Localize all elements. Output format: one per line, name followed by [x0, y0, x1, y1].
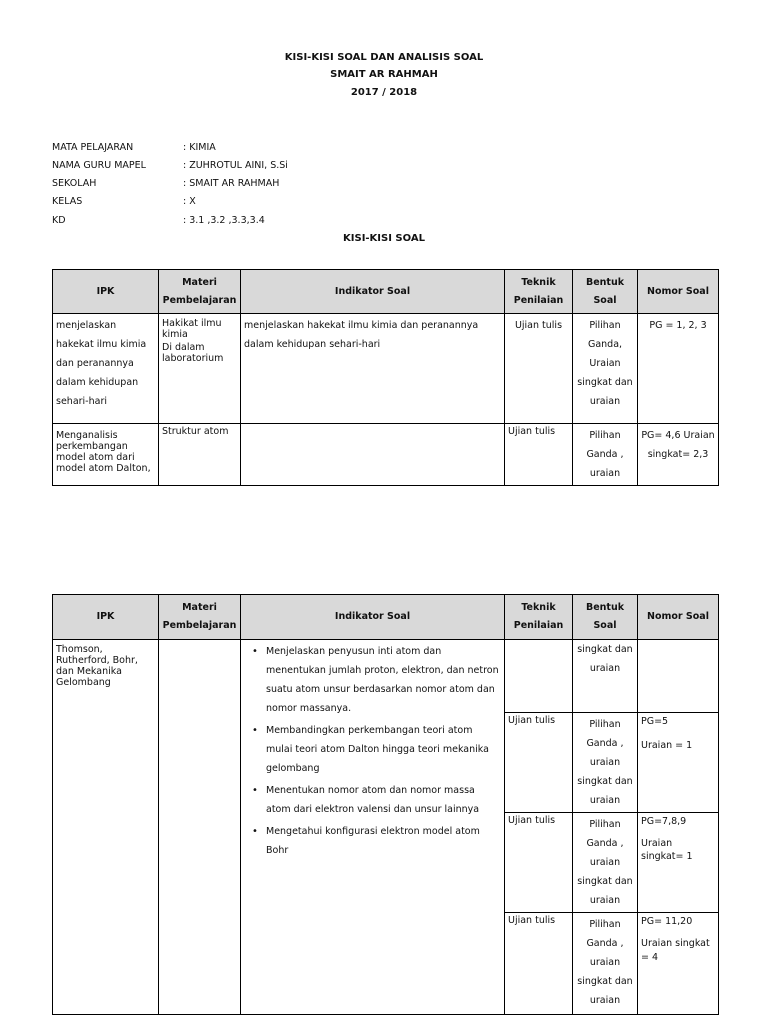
- col-header-bentuk: Bentuk Soal: [573, 595, 638, 640]
- cell-nomor: [638, 713, 719, 813]
- indikator-list: [244, 642, 501, 860]
- info-label: NAMA GURU MAPEL: [52, 160, 146, 171]
- info-value: : X: [183, 196, 196, 207]
- cell-materi: [159, 314, 241, 424]
- cell-teknik: Ujian tulis: [505, 314, 573, 424]
- list-item: [252, 781, 501, 819]
- kisi-table-2: [52, 594, 719, 1015]
- col-header-ipk: IPK: [53, 270, 159, 314]
- col-header-indikator: Indikator Soal: [241, 270, 505, 314]
- nomor-pg: PG= 11,20: [641, 916, 693, 927]
- cell-nomor: [638, 913, 719, 1015]
- cell-materi: [159, 640, 241, 1015]
- cell-indikator: menjelaskan hakekat ilmu kimia dan peranannya dalam kehidupan sehari-hari: [241, 314, 505, 424]
- cell-nomor: PG = 1, 2, 3: [638, 314, 719, 424]
- cell-nomor: [638, 813, 719, 913]
- col-header-materi: Materi Pembelajaran: [159, 270, 241, 314]
- cell-bentuk: Pilihan Ganda , uraian singkat dan uraian: [573, 813, 638, 913]
- bullet-icon: •: [252, 826, 258, 837]
- indikator-text: Menentukan nomor atom dan nomor massa atom dari elektron valensi dan unsur lainnya: [266, 785, 480, 815]
- nomor-pg: PG=7,8,9: [641, 816, 687, 827]
- cell-teknik: Ujian tulis: [505, 913, 573, 1015]
- info-label: KD: [52, 215, 66, 226]
- col-header-ipk: IPK: [53, 595, 159, 640]
- cell-teknik: Ujian tulis: [505, 424, 573, 486]
- school-name: SMAIT AR RAHMAH: [330, 69, 438, 80]
- bullet-icon: •: [252, 646, 258, 657]
- cell-nomor: [638, 640, 719, 713]
- info-value: : KIMIA: [183, 142, 216, 153]
- indikator-text: Menjelaskan penyusun inti atom dan menentukan jumlah proton, elektron, dan netron suatu atom unsur berdasarkan nomor atom dan nomor massanya.: [266, 646, 499, 714]
- cell-nomor: PG= 4,6 Uraian singkat= 2,3: [638, 424, 719, 486]
- cell-teknik: Ujian tulis: [505, 713, 573, 813]
- indikator-text: Mengetahui konfigurasi elektron model atom Bohr: [266, 826, 480, 856]
- list-item: [252, 642, 501, 718]
- cell-teknik: Ujian tulis: [505, 813, 573, 913]
- col-header-bentuk: Bentuk Soal: [573, 270, 638, 314]
- cell-materi: Struktur atom: [159, 424, 241, 486]
- cell-ipk: Thomson, Rutherford, Bohr, dan Mekanika Gelombang: [53, 640, 159, 1015]
- cell-bentuk: Pilihan Ganda , uraian singkat dan uraian: [573, 713, 638, 813]
- info-label: MATA PELAJARAN: [52, 142, 134, 153]
- cell-bentuk: Pilihan Ganda , uraian singkat dan uraian: [573, 913, 638, 1015]
- cell-ipk: Menganalisis perkembangan model atom dari model atom Dalton,: [53, 424, 159, 486]
- table-header-row: [53, 270, 719, 314]
- indikator-text: Membandingkan perkembangan teori atom mulai teori atom Dalton hingga teori mekanika gelombang: [266, 725, 489, 774]
- col-header-nomor: Nomor Soal: [638, 595, 719, 640]
- materi-line: Hakikat ilmu kimia: [162, 318, 222, 340]
- col-header-indikator: Indikator Soal: [241, 595, 505, 640]
- cell-bentuk: Pilihan Ganda , uraian: [573, 424, 638, 486]
- info-value: : ZUHROTUL AINI, S.Si: [183, 160, 288, 171]
- table-row: [53, 640, 719, 713]
- info-value: : 3.1 ,3.2 ,3.3,3.4: [183, 215, 265, 226]
- section-title: KISI-KISI SOAL: [343, 233, 425, 244]
- nomor-pg: PG=5: [641, 716, 669, 727]
- col-header-teknik: Teknik Penilaian: [505, 595, 573, 640]
- table-row: [53, 424, 719, 486]
- col-header-teknik: Teknik Penilaian: [505, 270, 573, 314]
- bullet-icon: •: [252, 725, 258, 736]
- materi-line: Di dalam laboratorium: [162, 342, 224, 364]
- info-value: : SMAIT AR RAHMAH: [183, 178, 280, 189]
- cell-ipk: menjelaskan hakekat ilmu kimia dan peranannya dalam kehidupan sehari-hari: [53, 314, 159, 424]
- info-label: KELAS: [52, 196, 83, 207]
- nomor-uraian: Uraian = 1: [641, 740, 693, 751]
- info-label: SEKOLAH: [52, 178, 97, 189]
- nomor-uraian: Uraian singkat= 1: [641, 838, 693, 862]
- bullet-icon: •: [252, 785, 258, 796]
- cell-bentuk: Pilihan Ganda, Uraian singkat dan uraian: [573, 314, 638, 424]
- nomor-uraian: Uraian singkat = 4: [641, 938, 710, 963]
- doc-title: KISI-KISI SOAL DAN ANALISIS SOAL: [284, 52, 484, 63]
- cell-indikator: [241, 640, 505, 1015]
- cell-indikator: [241, 424, 505, 486]
- school-year: 2017 / 2018: [350, 87, 418, 98]
- col-header-materi: Materi Pembelajaran: [159, 595, 241, 640]
- col-header-nomor: Nomor Soal: [638, 270, 719, 314]
- kisi-table-1: [52, 269, 719, 486]
- list-item: [252, 721, 501, 778]
- table-header-row: [53, 595, 719, 640]
- table-row: [53, 314, 719, 424]
- list-item: [252, 822, 501, 860]
- cell-teknik: [505, 640, 573, 713]
- cell-bentuk: singkat dan uraian: [573, 640, 638, 713]
